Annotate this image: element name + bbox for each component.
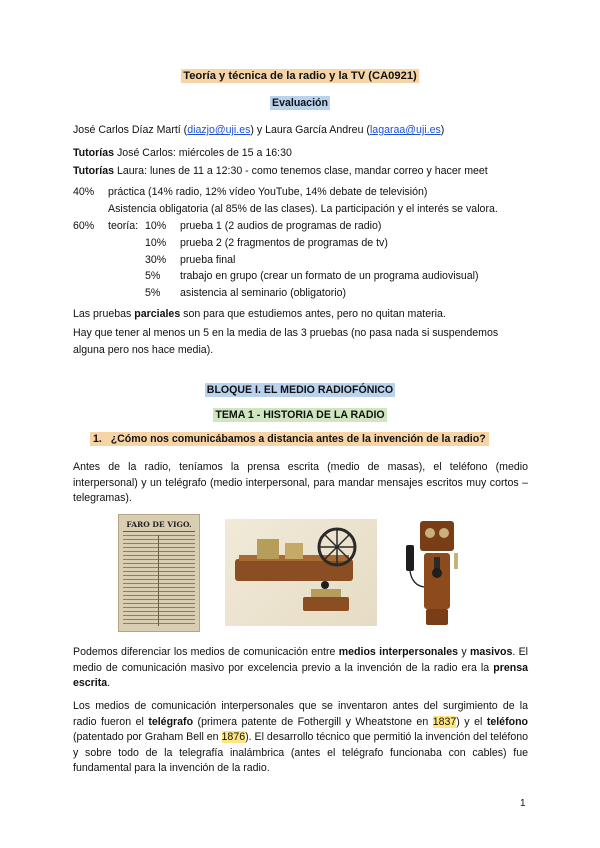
newspaper-image: [118, 514, 200, 632]
grade-item-pct: 5%: [145, 270, 161, 282]
question-row: [90, 433, 489, 445]
grade-item-text: prueba 2 (2 fragmentos de programas de tv): [180, 237, 388, 249]
teoria-label: teoría:: [108, 220, 139, 232]
grade-item-text: asistencia al seminario (obligatorio): [180, 287, 347, 299]
grade-item-pct: 10%: [145, 220, 167, 232]
tema-heading: TEMA 1 - HISTORIA DE LA RADIO: [215, 409, 385, 421]
p3-bold: teléfono: [486, 715, 529, 728]
email-link-1[interactable]: diazjo@uji.es: [187, 124, 251, 136]
newspaper-masthead: FARO DE VIGO.: [126, 520, 192, 529]
paragraph-medios: [73, 645, 528, 692]
notes-text: son para que estudiemos antes, pero no quitan materia.: [180, 308, 446, 320]
p2-bold: masivos: [469, 646, 513, 658]
grade-item-pct: 5%: [145, 287, 161, 299]
question-number: 1.: [93, 433, 102, 445]
p3-bold: telégrafo: [148, 715, 194, 728]
grade-item-text: prueba 1 (2 audios de programas de radio): [180, 220, 382, 232]
p3-text: ) y el: [456, 715, 487, 728]
page-number: 1: [520, 798, 526, 809]
tema-row: [0, 409, 600, 421]
grade-item-text: prueba final: [180, 254, 236, 266]
p2-text: y: [458, 646, 470, 658]
tutorias-laura-text: Laura: lunes de 11 a 12:30 - como tenemos clase, mandar correo y hacer meet: [116, 165, 488, 177]
bloque-row: [0, 384, 600, 396]
teacher-name-2: y Laura García Andreu: [256, 124, 364, 136]
p2-text: Podemos diferenciar los medios de comunicación entre: [73, 646, 339, 658]
p3-text: (primera patente de Fothergill y Wheatstone en: [193, 715, 433, 728]
bloque-heading: BLOQUE I. EL MEDIO RADIOFÓNICO: [206, 384, 394, 396]
tutorias-jose-text: José Carlos: miércoles de 15 a 16:30: [116, 147, 292, 159]
practica-text: práctica (14% radio, 12% vídeo YouTube, 14% debate de televisión): [108, 186, 428, 198]
p2-text: . El medio de comunicación masivo por excelencia previo a la invención de la radio era la: [73, 646, 529, 674]
question-heading: [90, 432, 489, 446]
notes-line-2: Hay que tener al menos un 5 en la media de las 3 pruebas (no pasa nada si suspendemos alguna pero nos hace media).: [73, 327, 499, 356]
year-1876: 1876: [221, 731, 246, 743]
tutorias-label-2: Tutorías: [73, 165, 115, 177]
email-link-2[interactable]: lagaraa@uji.es: [369, 124, 441, 136]
notes-text: Las pruebas: [73, 308, 135, 320]
p2-bold: prensa escrita: [73, 661, 528, 689]
notes-bold: parciales: [134, 308, 181, 320]
grade-item-pct: 30%: [145, 254, 167, 266]
tutorias-laura: [73, 165, 488, 177]
year-1837: 1837: [432, 715, 457, 728]
evaluacion-heading: Evaluación: [272, 97, 328, 109]
course-title-row: [0, 70, 600, 82]
tutorias-label-1: Tutorías: [73, 147, 115, 159]
question-text: ¿Cómo nos comunicábamos a distancia antes de la invención de la radio?: [110, 433, 486, 445]
p2-text: .: [107, 677, 111, 689]
practica-pct: 40%: [73, 186, 95, 198]
p3-text: Los medios de comunicación interpersonales que se inventaron antes del surgimiento de la radio fueron el: [73, 700, 528, 728]
notes-line-1: [73, 308, 446, 320]
telephone-image: [400, 515, 470, 629]
asistencia-text: Asistencia obligatoria (al 85% de las clases). La participación y el interés se valora.: [108, 203, 498, 215]
grade-item-pct: 10%: [145, 237, 167, 249]
evaluacion-row: [0, 97, 600, 109]
p2-bold: medios interpersonales: [338, 646, 459, 658]
telegraph-image: [225, 519, 377, 626]
paragraph-interpersonales: [73, 699, 528, 777]
grade-item-text: trabajo en grupo (crear un formato de un programa audiovisual): [180, 270, 479, 282]
tutorias-jose: [73, 147, 292, 159]
teoria-pct: 60%: [73, 220, 95, 232]
teachers-line: José Carlos Díaz Martí (diazjo@uji.es) y Laura García Andreu (lagaraa@uji.es): [73, 124, 445, 136]
teacher-name-1: José Carlos Díaz Martí: [73, 124, 181, 136]
p3-text: ). El desarrollo técnico que permitió la invención del teléfono y sobre todo de la telegrafía inalámbrica (antes el telégrafo funcionaba con cables) fue fundamental para la invención de la radio.: [73, 731, 528, 774]
course-title: Teoría y técnica de la radio y la TV (CA0921): [183, 70, 417, 82]
paragraph-antes-radio: Antes de la radio, teníamos la prensa escrita (medio de masas), el teléfono (medio interpersonal) y un telégrafo (medio interpersonal, para mandar mensajes escritos muy cortos – telegramas).: [73, 461, 528, 504]
p3-text: (patentado por Graham Bell en: [73, 731, 222, 743]
